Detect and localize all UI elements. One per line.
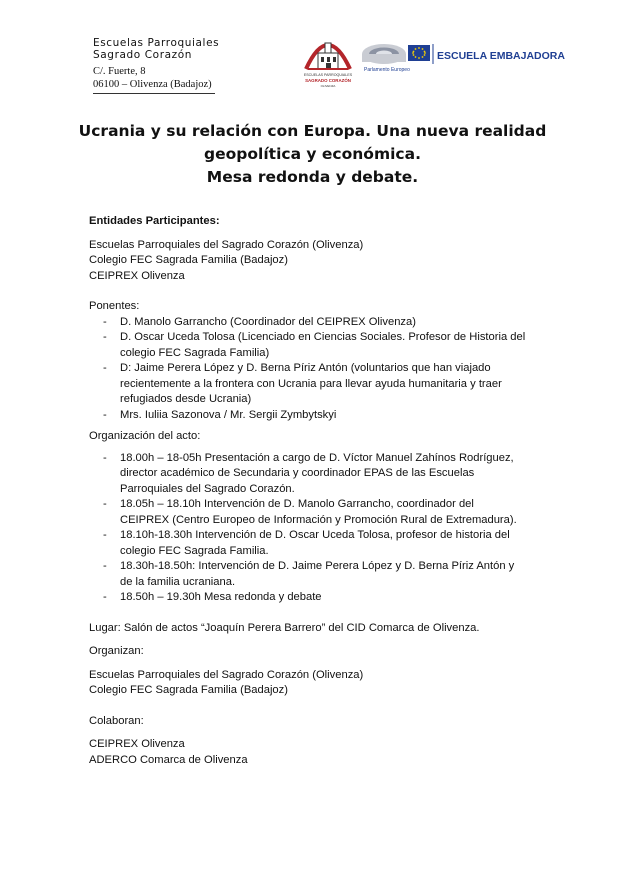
organizan-item: Colegio FEC Sagrada Familia (Badajoz) — [89, 684, 288, 696]
title-line-2: geopolítica y económica. — [204, 145, 421, 163]
address-street: C/. Fuerte, 8 — [93, 66, 146, 77]
logo-text-3: OLIVENZA — [320, 84, 336, 88]
organizan-item: Escuelas Parroquiales del Sagrado Corazón (Olivenza) — [89, 668, 364, 681]
entidad-item: Colegio FEC Sagrada Familia (Badajoz) — [89, 254, 288, 266]
entidad-item: Escuelas Parroquiales del Sagrado Corazón (Olivenza) — [89, 238, 364, 251]
colaboran-item: ADERCO Comarca de Olivenza — [89, 753, 248, 766]
ponentes-heading: Ponentes: — [89, 300, 140, 312]
list-item: - 18.50h – 19.30h Mesa redonda y debate — [103, 591, 322, 603]
school-name-line1: Escuelas Parroquiales — [93, 37, 220, 49]
entidades-heading: Entidades Participantes: — [89, 215, 220, 227]
logo-text-2: SAGRADO CORAZÓN — [305, 78, 351, 83]
entidad-item: CEIPREX Olivenza — [89, 269, 185, 282]
list-item: - D. Oscar Uceda Tolosa (Licenciado en Ciencias Sociales. Profesor de Historia del colegio FEC Sagrada Familia) — [103, 331, 526, 359]
escuela-embajadora-logo — [357, 40, 565, 80]
document-title — [60, 120, 565, 189]
organizacion-list — [89, 451, 539, 606]
ponentes-list — [89, 315, 539, 424]
colaboran-item: CEIPREX Olivenza — [89, 738, 185, 750]
list-item: - 18.30h-18.50h: Intervención de D. Jaime Perera López y D. Berna Píriz Antón y de la familia ucraniana. — [103, 560, 515, 588]
lugar-text: Lugar: Salón de actos “Joaquín Perera Barrero” del CID Comarca de Olivenza. — [89, 621, 480, 634]
logo-text-1: ESCUELAS PARROQUIALES — [303, 73, 353, 77]
school-logo — [300, 29, 356, 91]
address-city: 06100 – Olivenza (Badajoz) — [93, 78, 215, 94]
school-header — [93, 37, 293, 97]
eu-flag-icon — [408, 45, 430, 61]
colaboran-heading: Colaboran: — [89, 714, 144, 727]
parlamento-europeo-text: Parlamento Europeo — [364, 67, 410, 73]
escuela-embajadora-text: ESCUELA EMBAJADORA — [437, 50, 565, 62]
list-item: - 18.05h – 18.10h Intervención de D. Manolo Garrancho, coordinador del CEIPREX (Centro Europeo de Información y Promoción Rural de Extremadura). — [103, 498, 517, 526]
organizan-heading: Organizan: — [89, 645, 144, 657]
title-line-1: Ucrania y su relación con Europa. Una nueva realidad — [78, 122, 547, 140]
school-address — [93, 65, 293, 94]
document-body — [89, 214, 539, 768]
title-line-3: Mesa redonda y debate. — [206, 168, 419, 186]
organizacion-heading: Organización del acto: — [89, 430, 201, 442]
list-item: - D. Manolo Garrancho (Coordinador del CEIPREX Olivenza) — [103, 315, 416, 328]
list-item: - Mrs. Iuliia Sazonova / Mr. Sergii Zymbytskyi — [103, 408, 337, 421]
list-item: - 18.00h – 18-05h Presentación a cargo de D. Víctor Manuel Zahínos Rodríguez, director académico de Secundaria y coordinador EPAS de las Escuelas Parroquiales del Sagrado Corazón. — [103, 451, 514, 495]
list-item: - D: Jaime Perera López y D. Berna Píriz Antón (voluntarios que han viajado recientemente a la frontera con Ucrania para llevar ayuda humanitaria y traer refugiados desde Ucrania) — [103, 362, 502, 405]
list-item: - 18.10h-18.30h Intervención de D. Oscar Uceda Tolosa, profesor de historia del colegio FEC Sagrada Familia. — [103, 529, 510, 557]
parliament-hemicycle-icon — [362, 44, 406, 64]
school-name-line2: Sagrado Corazón — [93, 49, 193, 61]
